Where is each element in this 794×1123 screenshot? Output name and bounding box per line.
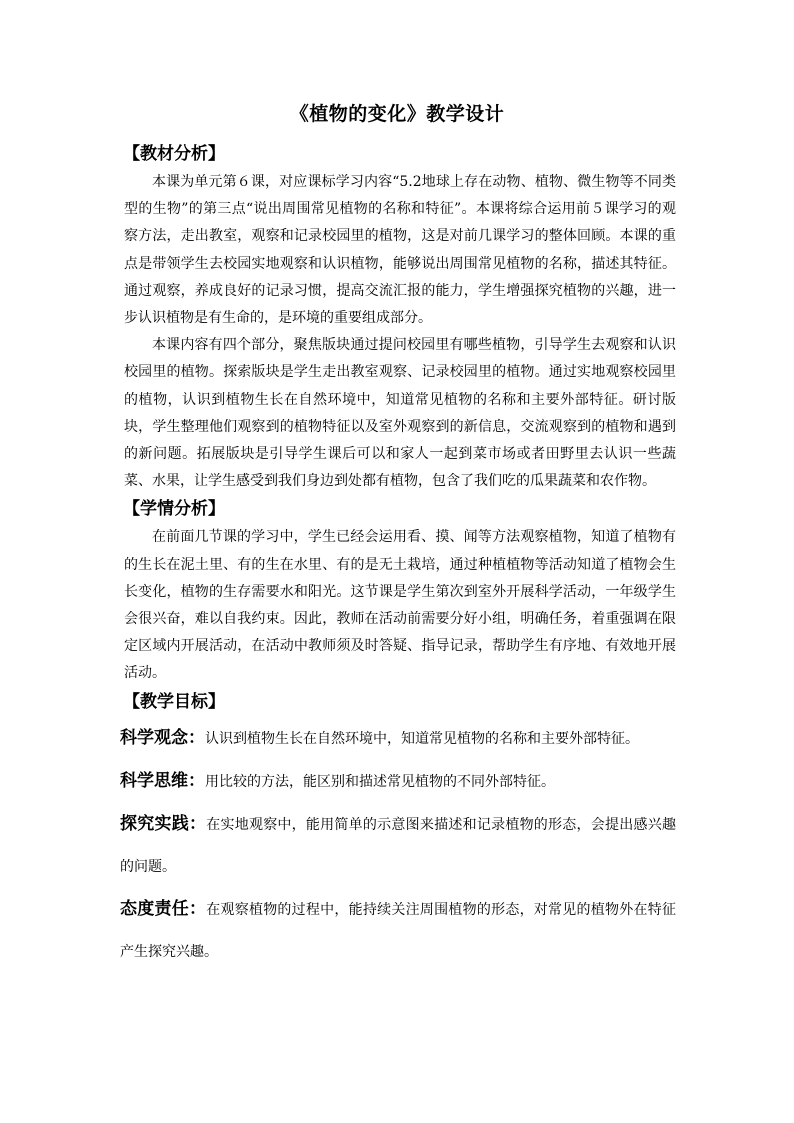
goal-item-inquiry-practice: [120, 803, 676, 888]
goal-item-science-concept: [120, 717, 676, 760]
goal-text: 在实地观察中，能用简单的示意图来描述和记录植物的形态，会提出感兴趣的问题。: [120, 816, 677, 875]
goal-label: 探究实践：: [120, 813, 207, 834]
goal-item-attitude-responsibility: [120, 888, 676, 973]
goal-label: 科学思维：: [120, 770, 205, 791]
goal-text: 用比较的方法，能区别和描述常见植物的不同外部特征。: [205, 773, 555, 790]
material-paragraph-2: 本课内容有四个部分，聚焦版块通过提问校园里有哪些植物，引导学生去观察和认识校园里的植物。探索版块是学生走出教室观察、记录校园里的植物。通过实地观察校园里的植物，认识到植物生长在自然环境中，知道常见植物的名称和主要外部特征。研讨版块，学生整理他们观察到的植物特征以及室外观察到的新信息，交流观察到的植物和遇到的新问题。拓展版块是引导学生课后可以和家人一起到菜市场或者田野里去认识一些蔬菜、水果，让学生感受到我们身边到处都有植物，包含了我们吃的瓜果蔬菜和农作物。: [124, 337, 676, 490]
section-heading-goals: 【教学目标】: [123, 691, 225, 712]
learner-paragraph-1: 在前面几节课的学习中，学生已经会运用看、摸、闻等方法观察植物，知道了植物有的生长在泥土里、有的生在水里、有的是无土栽培，通过种植植物等活动知道了植物会生长变化，植物的生存需要水和阳光。这节课是学生第次到室外开展科学活动，一年级学生会很兴奋，难以自我约束。因此，教师在活动前需要分好小组，明确任务，着重强调在限定区域内开展活动，在活动中教师须及时答疑、指导记录，帮助学生有序地、有效地开展活动。: [124, 529, 676, 682]
section-heading-learner: 【学情分析】: [123, 499, 225, 520]
goal-label: 科学观念：: [120, 727, 205, 748]
goal-label: 态度责任：: [120, 898, 207, 919]
section-heading-material: 【教材分析】: [123, 144, 225, 164]
goal-text: 认识到植物生长在自然环境中，知道常见植物的名称和主要外部特征。: [205, 730, 639, 747]
document-title: 《植物的变化》教学设计: [289, 103, 505, 125]
document-body: [120, 140, 676, 973]
goal-item-science-thinking: [120, 760, 676, 803]
goal-text: 在观察植物的过程中，能持续关注周围植物的形态，对常见的植物外在特征产生探究兴趣。: [120, 901, 677, 960]
material-paragraph-1: 本课为单元第６课，对应课标学习内容“5.2地球上存在动物、植物、微生物等不同类型的生物”的第三点“说出周围常见植物的名称和特征”。本课将综合运用前５课学习的观察方法，走出教室，观察和记录校园里的植物，这是对前几课学习的整体回顾。本课的重点是带领学生去校园实地观察和认识植物，能够说出周围常见植物的名称，描述其特征。通过观察，养成良好的记录习惯，提高交流汇报的能力，学生增强探究植物的兴趣，进一步认识植物是有生命的，是环境的重要组成部分。: [124, 174, 676, 327]
